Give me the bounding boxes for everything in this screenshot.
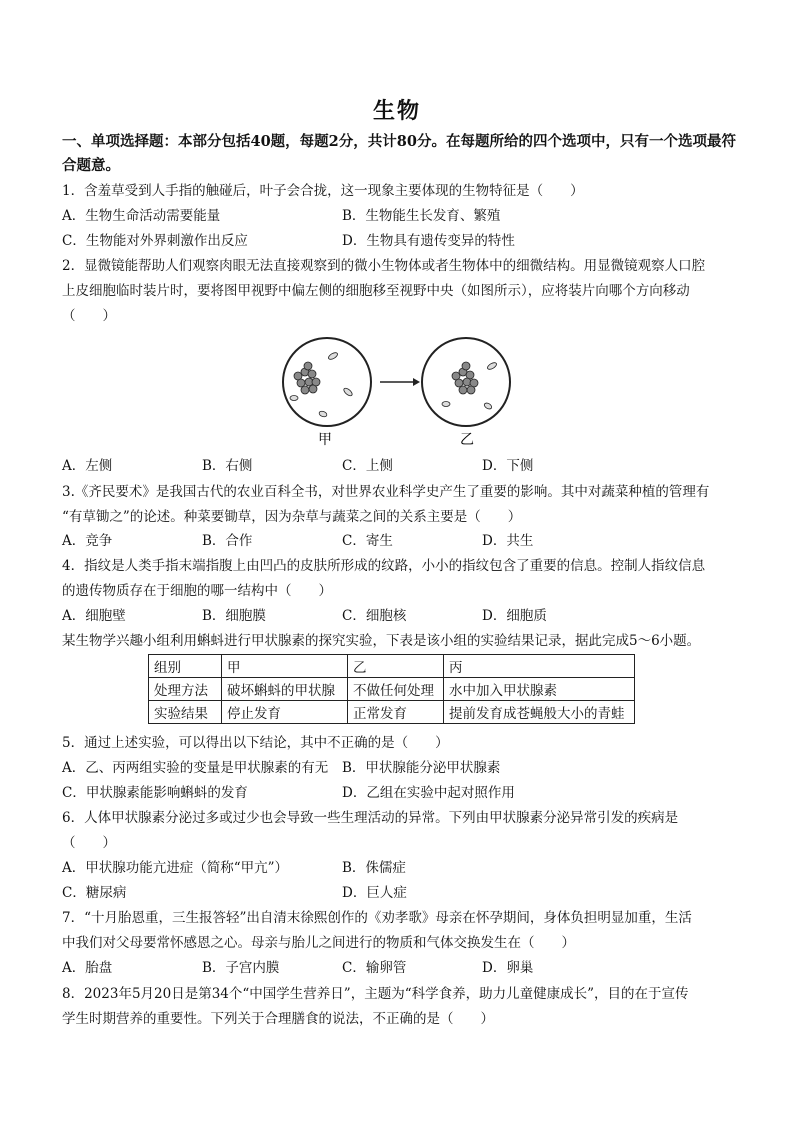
q6-option-b[interactable]: B．侏儒症	[342, 860, 406, 876]
fig-label-jia: 甲	[318, 432, 332, 448]
q4-stem-line1: 4．指纹是人类手指末端指腹上由凹凸的皮肤所形成的纹路，小小的指纹包含了重要的信息。控制人指纹信息	[62, 558, 706, 574]
q8-stem-line1: 8．2023年5月20日是第34个“中国学生营养日”，主题为“科学食养，助力儿童健康成长”，目的在于宣传	[62, 986, 689, 1002]
q3-option-c[interactable]: C．寄生	[342, 533, 393, 549]
table-cell: 停止发育	[222, 701, 348, 724]
q6-option-d[interactable]: D．巨人症	[342, 885, 407, 901]
q1-stem: 1．含羞草受到人手指的触碰后，叶子会合拢，这一现象主要体现的生物特征是（ ）	[62, 183, 584, 199]
section-heading: 一、单项选择题：本部分包括40题，每题2分，共计80分。在每题所给的四个选项中，只有一个选项最符合题意。	[62, 133, 736, 174]
table-cell: 水中加入甲状腺素	[444, 678, 635, 701]
scattered-cells-yi	[442, 361, 498, 410]
q2-option-c[interactable]: C．上侧	[342, 458, 393, 474]
q6-option-a[interactable]: A．甲状腺功能亢进症（简称“甲亢”）	[62, 860, 289, 876]
q5-option-c[interactable]: C．甲状腺素能影响蝌蚪的发育	[62, 785, 248, 801]
q3-stem-line2: “有草锄之”的论述。种菜要锄草，因为杂草与蔬菜之间的关系主要是（ ）	[62, 509, 522, 525]
q4-option-d[interactable]: D．细胞质	[482, 608, 547, 624]
table-row	[149, 701, 635, 724]
q2-stem-line2: 上皮细胞临时装片时，要将图甲视野中偏左侧的细胞移至视野中央（如图所示），应将装片向哪个方向移动	[62, 283, 690, 299]
q7-stem-line1: 7．“十月胎恩重，三生报答轻”出自清末徐熙创作的《劝孝歌》母亲在怀孕期间，身体负担明显加重，生活	[62, 910, 692, 926]
arrow-head-icon	[413, 378, 420, 386]
table-cell: 不做任何处理	[348, 678, 444, 701]
q4-option-a[interactable]: A．细胞壁	[62, 608, 126, 624]
table-cell: 破坏蝌蚪的甲状腺	[222, 678, 348, 701]
intro-q5-6: 某生物学兴趣小组利用蝌蚪进行甲状腺素的探究实验，下表是该小组的实验结果记录，据此完成5～6小题。	[62, 633, 701, 649]
q2-option-d[interactable]: D．下侧	[482, 458, 534, 474]
q4-option-b[interactable]: B．细胞膜	[202, 608, 266, 624]
table-cell: 丙	[444, 655, 635, 678]
q6-option-c[interactable]: C．糖尿病	[62, 885, 127, 901]
page-title: 生物	[372, 99, 421, 124]
microscope-figure	[278, 332, 518, 450]
table-cell: 乙	[348, 655, 444, 678]
table-row	[149, 655, 635, 678]
table-cell: 实验结果	[149, 701, 222, 724]
q5-option-a[interactable]: A．乙、丙两组实验的变量是甲状腺素的有无	[62, 760, 329, 776]
q8-stem-line2: 学生时期营养的重要性。下列关于合理膳食的说法，不正确的是（ ）	[62, 1011, 494, 1027]
q2-stem-line3: （ ）	[62, 308, 116, 324]
q7-option-d[interactable]: D．卵巢	[482, 960, 534, 976]
q6-stem-line1: 6．人体甲状腺素分泌过多或过少也会导致一些生理活动的异常。下列由甲状腺素分泌异常引发的疾病是	[62, 810, 679, 826]
table-cell: 提前发育成苍蝇般大小的青蛙	[444, 701, 635, 724]
q4-stem-line2: 的遗传物质存在于细胞的哪一结构中（ ）	[62, 583, 332, 599]
q1-option-c[interactable]: C．生物能对外界刺激作出反应	[62, 233, 248, 249]
table-cell: 正常发育	[348, 701, 444, 724]
experiment-table	[148, 654, 635, 724]
q1-option-b[interactable]: B．生物能生长发育、繁殖	[342, 208, 501, 224]
q4-option-c[interactable]: C．细胞核	[342, 608, 407, 624]
cell-cluster-jia	[294, 362, 320, 394]
q2-option-b[interactable]: B．右侧	[202, 458, 253, 474]
q7-stem-line2: 中我们对父母要常怀感恩之心。母亲与胎儿之间进行的物质和气体交换发生在（ ）	[62, 935, 575, 951]
q3-option-a[interactable]: A．竞争	[62, 533, 113, 549]
table-cell: 组别	[149, 655, 222, 678]
q7-option-a[interactable]: A．胎盘	[62, 960, 113, 976]
q1-option-d[interactable]: D．生物具有遗传变异的特性	[342, 233, 515, 249]
q7-option-b[interactable]: B．子宫内膜	[202, 960, 280, 976]
q6-stem-line2: （ ）	[62, 835, 116, 851]
q3-option-d[interactable]: D．共生	[482, 533, 534, 549]
q5-option-d[interactable]: D．乙组在实验中起对照作用	[342, 785, 515, 801]
table-row	[149, 678, 635, 701]
q5-stem: 5．通过上述实验，可以得出以下结论，其中不正确的是（ ）	[62, 735, 449, 751]
q3-stem-line1: 3.《齐民要术》是我国古代的农业百科全书，对世界农业科学史产生了重要的影响。其中对蔬菜种植的管理有	[62, 484, 710, 500]
q2-stem-line1: 2．显微镜能帮助人们观察肉眼无法直接观察到的微小生物体或者生物体中的细微结构。用显微镜观察人口腔	[62, 258, 706, 274]
q1-option-a[interactable]: A．生物生命活动需要能量	[62, 208, 221, 224]
q5-option-b[interactable]: B．甲状腺能分泌甲状腺素	[342, 760, 501, 776]
q3-option-b[interactable]: B．合作	[202, 533, 253, 549]
table-cell: 处理方法	[149, 678, 222, 701]
fig-label-yi: 乙	[460, 432, 474, 448]
cell-cluster-yi	[452, 362, 478, 394]
q7-option-c[interactable]: C．输卵管	[342, 960, 407, 976]
q2-option-a[interactable]: A．左侧	[62, 458, 113, 474]
field-jia	[283, 338, 371, 426]
table-cell: 甲	[222, 655, 348, 678]
